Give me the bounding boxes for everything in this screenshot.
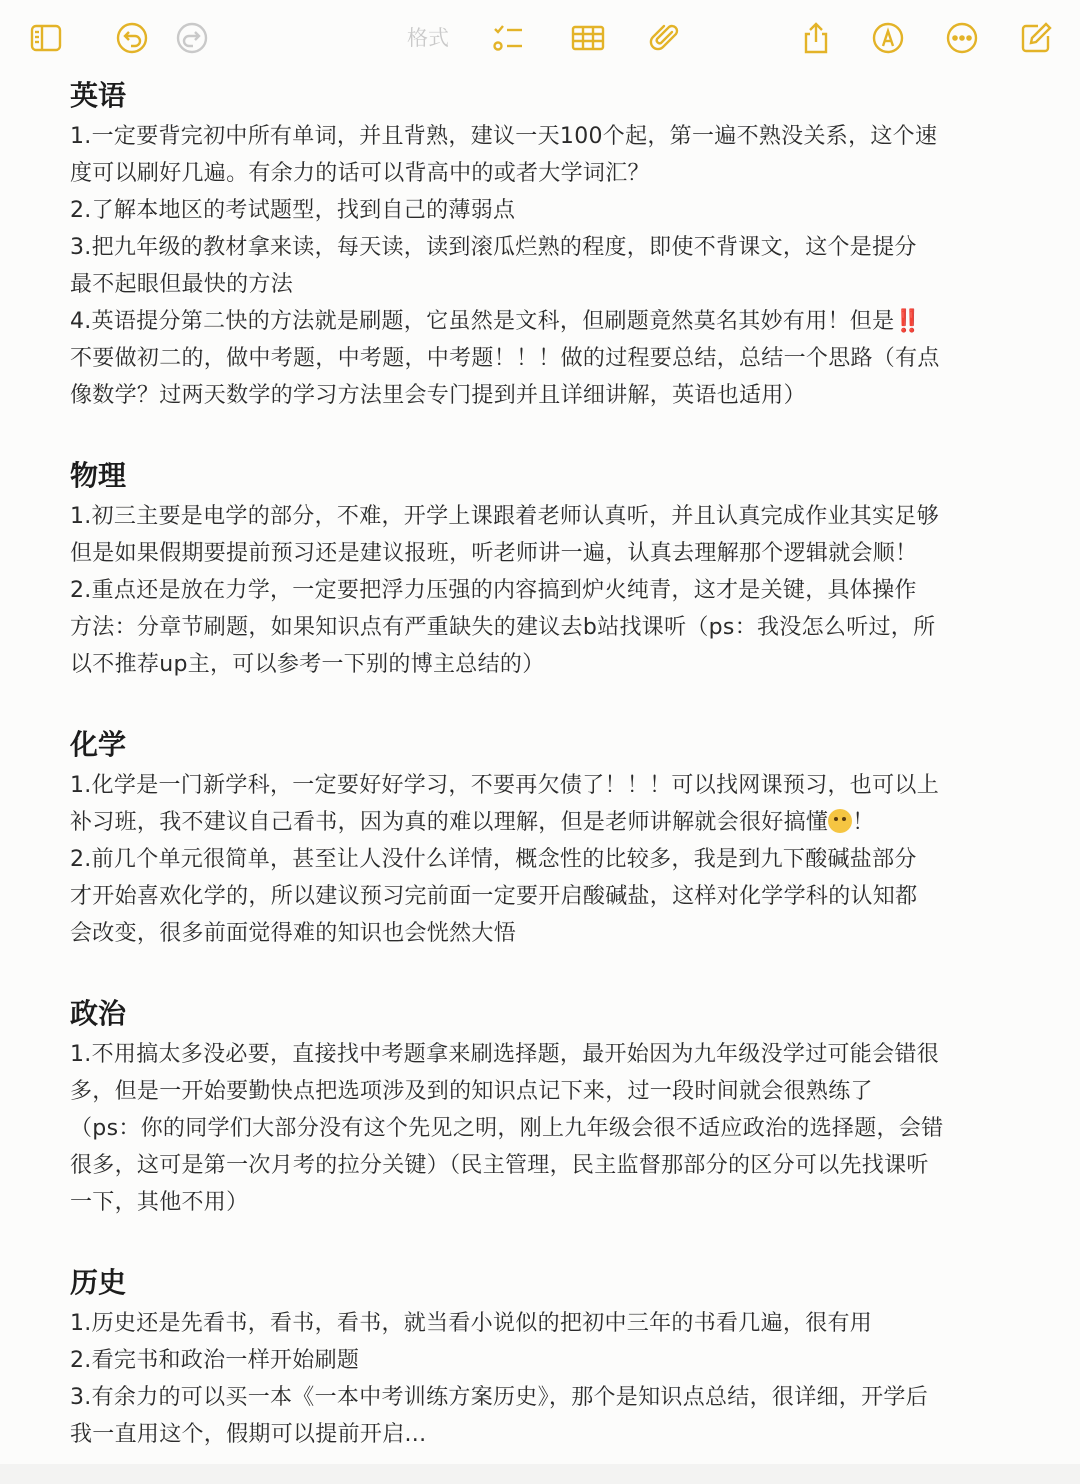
note-line: 1.初三主要是电学的部分，不难，开学上课跟着老师认真听，并且认真完成作业其实足够 (70, 504, 939, 529)
note-line: 3.把九年级的教材拿来读，每天读，读到滚瓜烂熟的程度，即使不背课文，这个是提分 (70, 235, 917, 260)
note-line: 最不起眼但最快的方法 (70, 272, 294, 297)
format-button[interactable]: 格式 (407, 26, 449, 50)
note-line: 不要做初二的，做中考题，中考题，中考题！！！做的过程要总结，总结一个思路（有点 (70, 346, 940, 371)
share-icon (798, 20, 834, 56)
sidebar-icon (28, 20, 64, 56)
note-line: 1.一定要背完初中所有单词，并且背熟，建议一天100个起，第一遍不熟没关系，这个速 (70, 124, 938, 149)
attachment-button[interactable] (642, 16, 686, 60)
note-line-text: 补习班，我不建议自己看书，因为真的难以理解，但是老师讲解就会很好搞懂 (70, 810, 829, 835)
checklist-button[interactable] (486, 16, 530, 60)
note-line: 方法：分章节刷题，如果知识点有严重缺失的建议去b站找课听（ps：我没怎么听过，所 (70, 615, 936, 640)
note-line: 2.重点还是放在力学，一定要把浮力压强的内容搞到炉火纯青，这才是关键，具体操作 (70, 578, 917, 603)
note-line: 以不推荐up主，可以参考一下别的博主总结的） (70, 652, 545, 677)
compose-button[interactable] (1014, 16, 1058, 60)
table-icon (570, 20, 606, 56)
note-line: 3.有余力的可以买一本《一本中考训练方案历史》，那个是知识点总结，很详细，开学后 (70, 1385, 928, 1410)
table-button[interactable] (566, 16, 610, 60)
note-line: 2.了解本地区的考试题型，找到自己的薄弱点 (70, 198, 516, 223)
note-line: 1.不用搞太多没必要，直接找中考题拿来刷选择题，最开始因为九年级没学过可能会错很 (70, 1042, 939, 1067)
note-line: 但是如果假期要提前预习还是建议报班，听老师讲一遍，认真去理解那个逻辑就会顺！ (70, 541, 918, 566)
note-line: 2.前几个单元很简单，甚至让人没什么详情，概念性的比较多，我是到九下酸碱盐部分 (70, 847, 917, 872)
note-line: 度可以刷好几遍。有余力的话可以背高中的或者大学词汇？ (70, 161, 650, 186)
share-button[interactable] (794, 16, 838, 60)
note-line-text: 4.英语提分第二快的方法就是刷题，它虽然是文科，但刷题竟然莫名其妙有用！但是 (70, 309, 895, 334)
note-body[interactable] (70, 74, 1015, 1453)
toolbar (0, 0, 1080, 78)
note-line: 多，但是一开始要勤快点把选项涉及到的知识点记下来，过一段时间就会很熟练了 (70, 1079, 873, 1104)
section-history (70, 1261, 1015, 1453)
bottom-bar (0, 1464, 1080, 1484)
section-title: 历史 (70, 1266, 127, 1299)
attachment-icon (646, 20, 682, 56)
undo-button[interactable] (110, 16, 154, 60)
double-exclamation-icon: ‼️ (894, 309, 923, 334)
undo-icon (114, 20, 150, 56)
more-button[interactable] (940, 16, 984, 60)
section-title: 物理 (70, 459, 127, 492)
redo-button[interactable] (170, 16, 214, 60)
note-line: 才开始喜欢化学的，所以建议预习完前面一定要开启酸碱盐，这样对化学学科的认知都 (70, 884, 918, 909)
section-chemistry (70, 723, 1015, 952)
note-line: 很多，这可是第一次月考的拉分关键）（民主管理，民主监督那部分的区分可以先找课听 (70, 1153, 929, 1178)
section-title: 化学 (70, 728, 127, 761)
section-english (70, 74, 1015, 414)
checklist-icon (490, 20, 526, 56)
section-title: 英语 (70, 79, 127, 112)
note-line: 像数学？过两天数学的学习方法里会专门提到并且详细讲解，英语也适用） (70, 383, 806, 408)
markup-icon (870, 20, 906, 56)
note-line: 我一直用这个，假期可以提前开启... (70, 1422, 427, 1447)
sweat-smile-emoji-icon (828, 809, 852, 833)
note-line: 1.历史还是先看书，看书，看书，就当看小说似的把初中三年的书看几遍，很有用 (70, 1311, 873, 1336)
note-line-suffix: ！ (852, 810, 875, 835)
note-line: 1.化学是一门新学科，一定要好好学习，不要再欠债了！！！可以找网课预习，也可以上 (70, 773, 939, 798)
more-icon (944, 20, 980, 56)
note-line (70, 804, 1015, 841)
sidebar-toggle-button[interactable] (24, 16, 68, 60)
note-line: （ps：你的同学们大部分没有这个先见之明，刚上九年级会很不适应政治的选择题，会错 (70, 1116, 944, 1141)
compose-icon (1018, 20, 1054, 56)
section-physics (70, 454, 1015, 683)
markup-button[interactable] (866, 16, 910, 60)
section-politics (70, 992, 1015, 1221)
note-line: 2.看完书和政治一样开始刷题 (70, 1348, 360, 1373)
note-line (70, 303, 1015, 340)
section-title: 政治 (70, 997, 127, 1030)
note-line: 一下，其他不用） (70, 1190, 249, 1215)
redo-icon (174, 20, 210, 56)
note-line: 会改变，很多前面觉得难的知识也会恍然大悟 (70, 921, 517, 946)
